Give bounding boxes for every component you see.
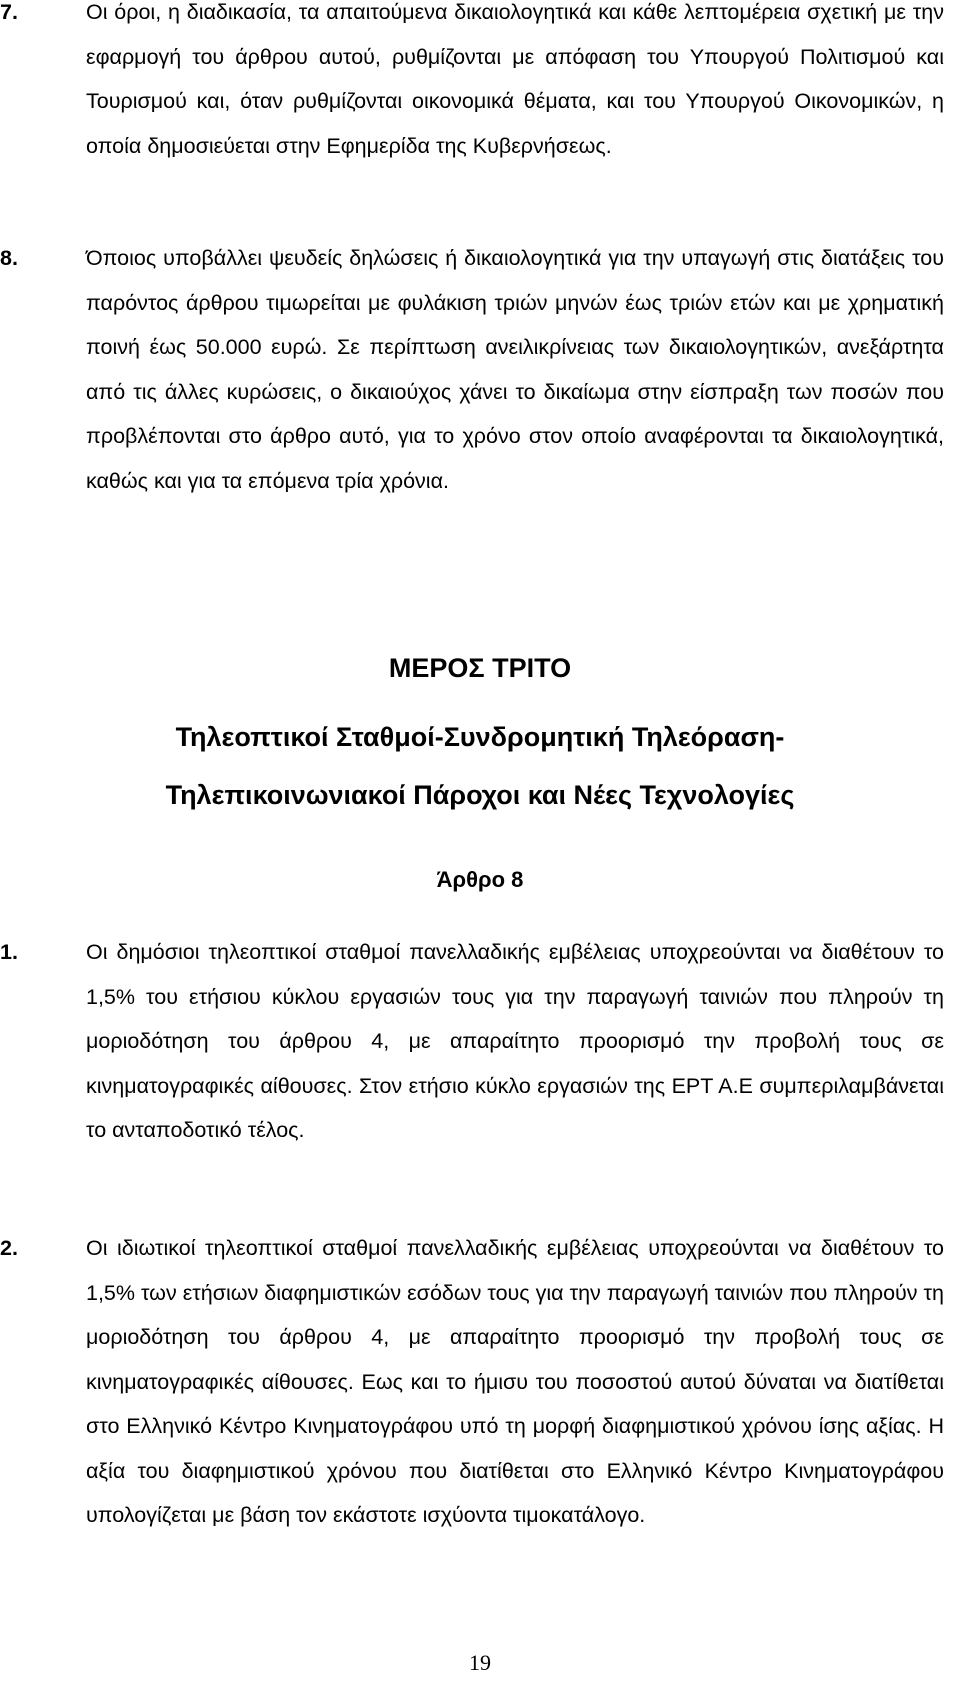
article-paragraph-1 <box>0 930 944 1153</box>
paragraph-text: Οι δημόσιοι τηλεοπτικοί σταθμοί πανελλαδικής εμβέλειας υποχρεούνται να διαθέτουν το 1,5% του ετήσιου κύκλου εργασιών τους για την παραγωγή ταινιών που πληρούν τη μοριοδότηση του άρθρου 4, με απαραίτητο προορισμό την προβολή τους σε κινηματογραφικές αίθουσες. Στον ετήσιο κύκλο εργασιών της ΕΡΤ Α.Ε συμπεριλαμβάνεται το ανταποδοτικό τέλος. <box>86 940 944 1142</box>
paragraph-number: 8. <box>0 246 18 270</box>
paragraph-text: Όποιος υποβάλλει ψευδείς δηλώσεις ή δικαιολογητικά για την υπαγωγή στις διατάξεις του παρόντος άρθρου τιμωρείται με φυλάκιση τριών μηνών έως τριών ετών και με χρηματική ποινή έως 50.000 ευρώ. Σε περίπτωση ανειλικρίνειας των δικαιολογητικών, ανεξάρτητα από τις άλλες κυρώσεις, ο δικαιούχος χάνει το δικαίωμα στην είσπραξη των ποσών που προβλέπονται στο άρθρο αυτό, για το χρόνο στον οποίο αναφέρονται τα δικαιολογητικά, καθώς και για τα επόμενα τρία χρόνια. <box>86 246 944 493</box>
paragraph-text: Οι όροι, η διαδικασία, τα απαιτούμενα δικαιολογητικά και κάθε λεπτομέρεια σχετική με την εφαρμογή του άρθρου αυτού, ρυθμίζονται με απόφαση του Υπουργού Πολιτισμού και Τουρισμού και, όταν ρυθμίζονται οικονομικά θέματα, και του Υπουργού Οικονομικών, η οποία δημοσιεύεται στην Εφημερίδα της Κυβερνήσεως. <box>86 0 944 158</box>
page-number: 19 <box>469 1650 491 1675</box>
chapter-title-line-1: Τηλεοπτικοί Σταθμοί-Συνδρομητική Τηλεόραση- <box>175 722 785 752</box>
paragraph-number: 2. <box>0 1236 18 1260</box>
part-title: ΜΕΡΟΣ ΤΡΙΤΟ <box>388 653 572 683</box>
paragraph-text: Οι ιδιωτικοί τηλεοπτικοί σταθμοί πανελλαδικής εμβέλειας υποχρεούνται να διαθέτουν το 1,5% των ετήσιων διαφημιστικών εσόδων τους για την παραγωγή ταινιών που πληρούν τη μοριοδότηση του άρθρου 4, με απαραίτητο προορισμό την προβολή τους σε κινηματογραφικές αίθουσες. Εως και το ήμισυ του ποσοστού αυτού δύναται να διατίθεται στο Ελληνικό Κέντρο Κινηματογράφου υπό τη μορφή διαφημιστικού χρόνου ίσης αξίας. Η αξία του διαφημιστικού χρόνου που διατίθεται στο Ελληνικό Κέντρο Κινηματογράφου υπολογίζεται με βάση τον εκάστοτε ισχύοντα τιμοκατάλογο. <box>86 1236 944 1527</box>
article-heading: Άρθρο 8 <box>436 867 524 892</box>
paragraph-8 <box>0 236 944 503</box>
article-paragraph-2 <box>0 1226 944 1538</box>
paragraph-number: 1. <box>0 940 18 964</box>
paragraph-number: 7. <box>0 0 18 24</box>
chapter-title <box>0 708 960 824</box>
chapter-title-line-2: Τηλεπικοινωνιακοί Πάροχοι και Νέες Τεχνολογίες <box>165 780 795 810</box>
paragraph-7 <box>0 0 944 168</box>
